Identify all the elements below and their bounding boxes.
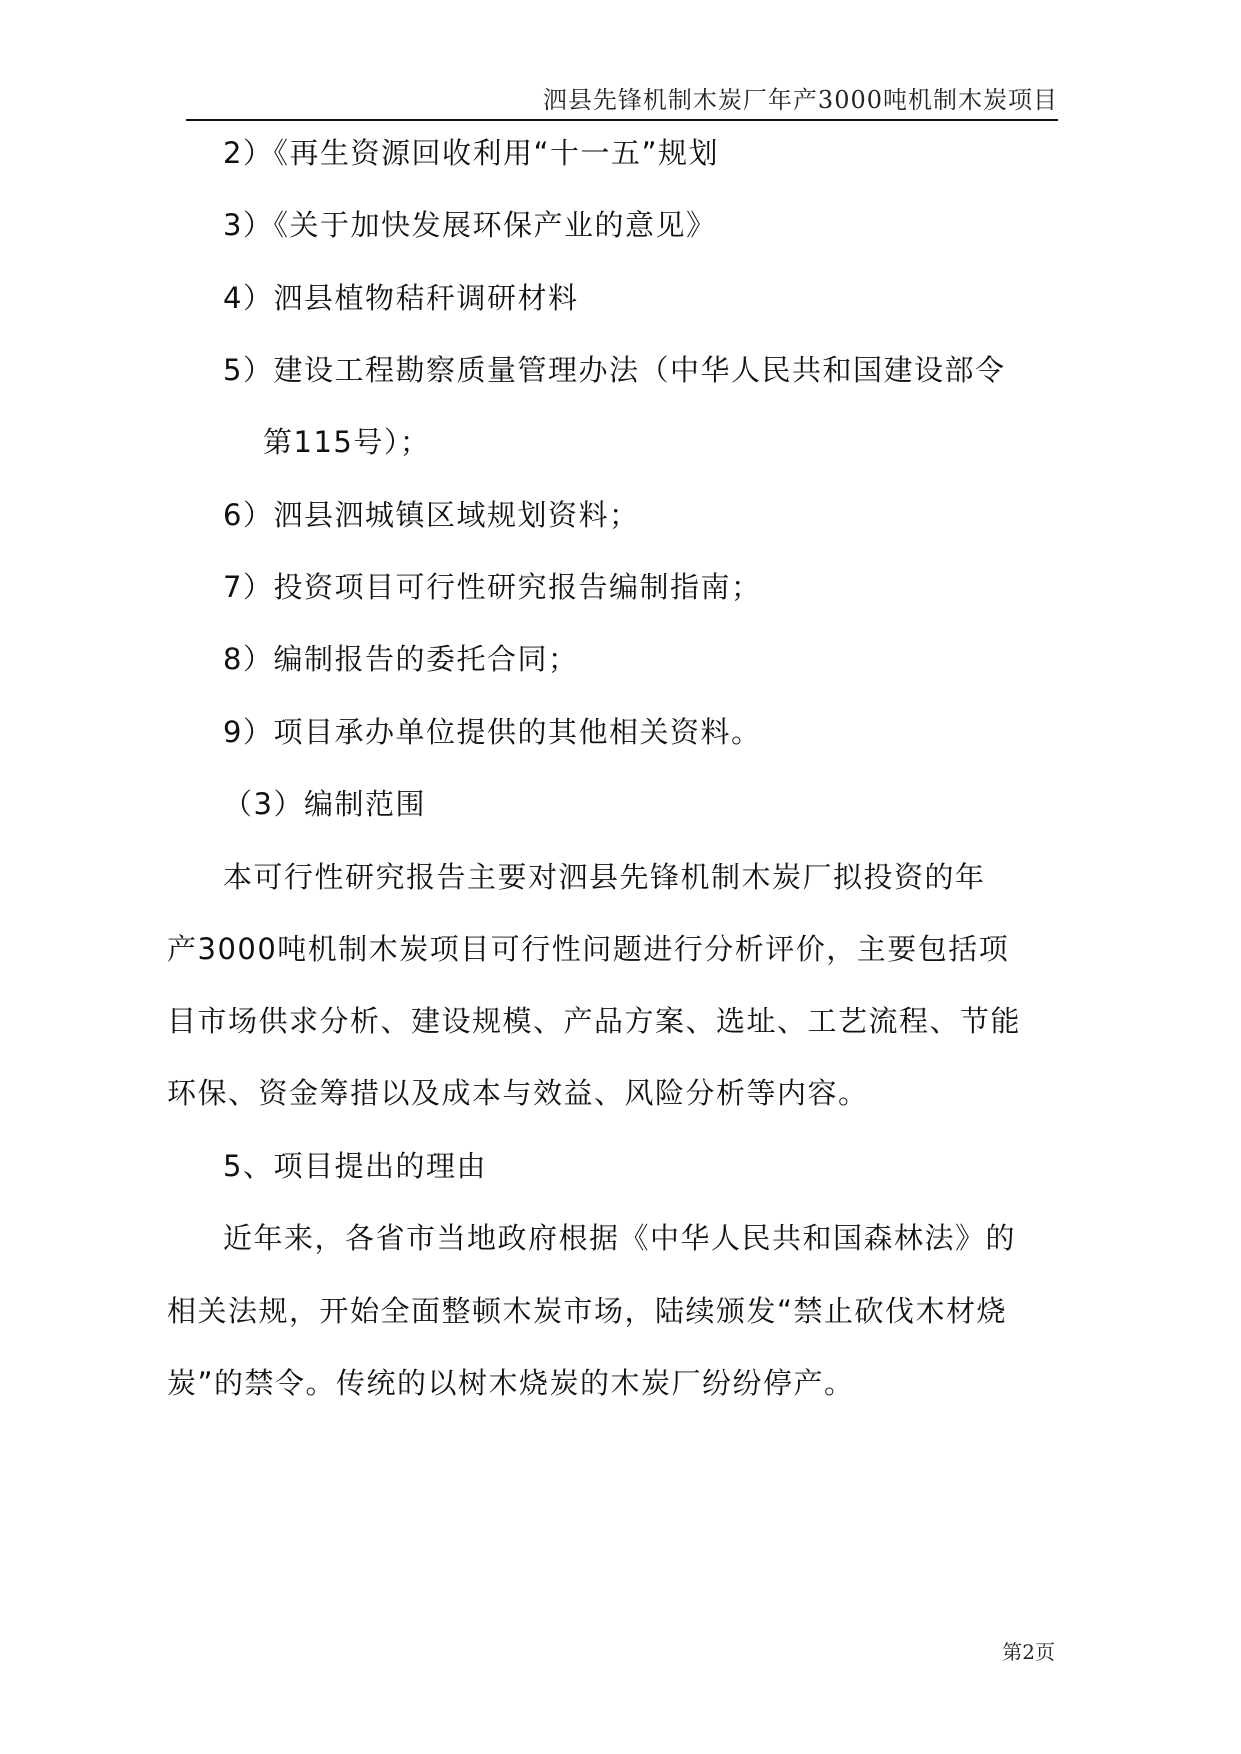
section-heading-scope: （3）编制范围 (223, 787, 426, 821)
section-heading-reason: 5、项目提出的理由 (223, 1149, 487, 1183)
paragraph-line: 产3000吨机制木炭项目可行性问题进行分析评价，主要包括项 (167, 932, 1010, 966)
list-item: 2）《再生资源回收利用“十一五”规划 (223, 136, 719, 170)
list-item: 4）泗县植物秸秆调研材料 (223, 281, 579, 315)
list-item: 9）项目承办单位提供的其他相关资料。 (223, 715, 762, 749)
page-number: 第2页 (1002, 1640, 1055, 1664)
paragraph-line: 相关法规，开始全面整顿木炭市场，陆续颁发“禁止砍伐木材烧 (167, 1294, 1008, 1328)
list-item-continuation: 第115号）； (263, 425, 431, 459)
paragraph-line: 环保、资金筹措以及成本与效益、风险分析等内容。 (167, 1076, 869, 1110)
list-item: 3）《关于加快发展环保产业的意见》 (223, 208, 717, 242)
list-item: 7）投资项目可行性研究报告编制指南； (223, 570, 762, 604)
list-item: 5）建设工程勘察质量管理办法（中华人民共和国建设部令 (223, 353, 1006, 387)
paragraph-line: 近年来，各省市当地政府根据《中华人民共和国森林法》的 (223, 1221, 1017, 1255)
running-header: 泗县先锋机制木炭厂年产3000吨机制木炭项目 (542, 86, 1058, 114)
header-rule (186, 119, 1058, 121)
paragraph-line: 目市场供求分析、建设规模、产品方案、选址、工艺流程、节能 (167, 1004, 1022, 1038)
paragraph-line: 炭”的禁令。传统的以树木烧炭的木炭厂纷纷停产。 (167, 1366, 855, 1400)
list-item: 6）泗县泗城镇区域规划资料； (223, 498, 640, 532)
paragraph-line: 本可行性研究报告主要对泗县先锋机制木炭厂拟投资的年 (223, 860, 986, 894)
list-item: 8）编制报告的委托合同； (223, 642, 579, 676)
